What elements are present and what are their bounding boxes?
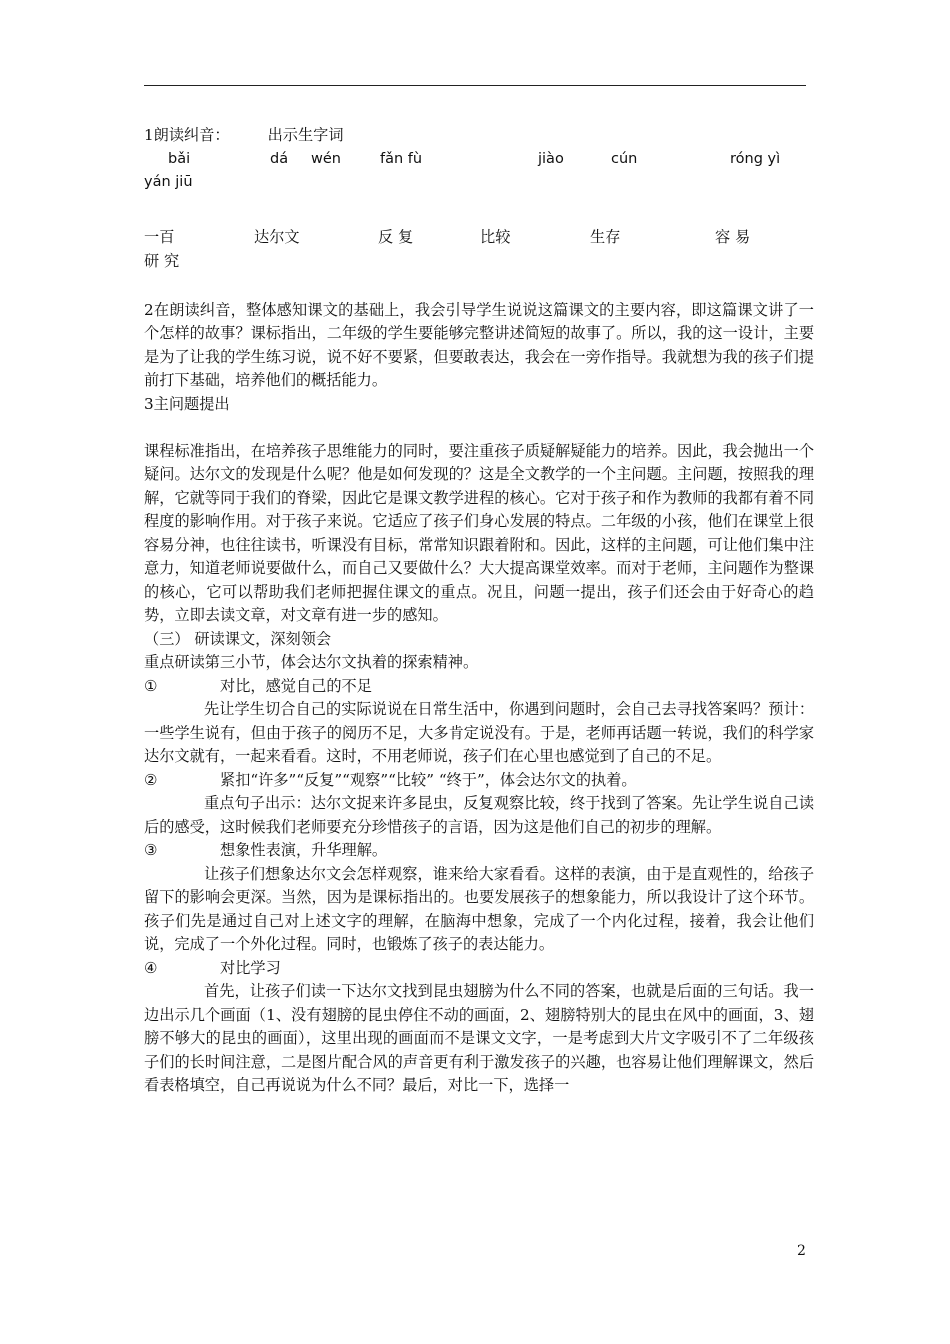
item-4-number: ④ — [144, 958, 158, 977]
pinyin-2: wén — [311, 150, 341, 167]
item-1-number: ① — [144, 676, 158, 695]
word-6: 研 究 — [144, 251, 180, 270]
item-2-title: 紧扣“许多”“反复”“观察”“比较” “终于”，体会达尔文的执着。 — [220, 770, 637, 789]
pinyin-7: yán jiū — [144, 174, 193, 190]
item-3-title: 想象性表演，升华理解。 — [220, 841, 388, 859]
item-3 — [144, 839, 814, 957]
part-3-intro: 重点研读第三小节，体会达尔文执着的探索精神。 — [144, 653, 479, 671]
words-row-2 — [144, 250, 814, 274]
word-1: 达尔文 — [254, 228, 300, 246]
s1-subheading: 出示生字词 — [267, 126, 344, 144]
word-4: 生存 — [590, 228, 621, 246]
words-row — [144, 226, 814, 250]
pinyin-1: dá — [270, 150, 289, 167]
word-2: 反 复 — [378, 228, 414, 246]
item-2-number: ② — [144, 770, 158, 789]
section-1-heading — [144, 124, 814, 148]
item-4-title: 对比学习 — [220, 958, 281, 977]
pinyin-6: róng yì — [730, 150, 781, 167]
item-4-body: 首先，让孩子们读一下达尔文找到昆虫翅膀为什么不同的答案，也就是后面的三句话。我一边出示几个画面（1、没有翅膀的昆虫停住不动的画面，2、翅膀特别大的昆虫在风中的画面，3、翅膀不够大的昆虫的画面），这里出现的画面而不是课文文字，一是考虑到大片文字吸引不了二年级孩子们的长时间注意，二是图片配合风的声音更有利于激发孩子的兴趣，也容易让他们理解课文，然后看表格填空，自己再说说为什么不同？最后，对比一下，选择一 — [144, 982, 814, 1094]
paragraph-2: 2在朗读纠音，整体感知课文的基础上，我会引导学生说说这篇课文的主要内容，即这篇课文讲了一个怎样的故事？课标指出，二年级的学生要能够完整讲述简短的故事了。所以，我的这一设计，主要是为了让我的学生练习说，说不好不要紧，但要敢表达，我会在一旁作指导。我就想为我的孩子们提前打下基础，培养他们的概括能力。 — [144, 300, 814, 389]
page-number: 2 — [797, 1243, 806, 1259]
item-1-body: 先让学生切合自己的实际说说在日常生活中，你遇到问题时，会自己去寻找答案吗？预计：一些学生说有，但由于孩子的阅历不足，大多肯定说没有。于是，老师再话题一转说，我们的科学家达尔文就有，一起来看看。这时，不用老师说，孩子们在心里也感觉到了自己的不足。 — [144, 700, 814, 765]
item-3-body: 让孩子们想象达尔文会怎样观察，谁来给大家看看。这样的表演，由于是直观性的，给孩子留下的影响会更深。当然，因为是课标指出的。也要发展孩子的想象能力，所以我设计了这个环节。孩子们先是通过自己对上述文字的理解，在脑海中想象，完成了一个内化过程，接着，我会让他们说，完成了一个外化过程。同时，也锻炼了孩子的表达能力。 — [144, 864, 814, 953]
word-0: 一百 — [144, 228, 175, 246]
item-1 — [144, 675, 814, 769]
section-3-heading: 3主问题提出 — [144, 394, 230, 413]
document-body — [144, 124, 814, 1098]
item-1-title: 对比，感觉自己的不足 — [220, 676, 372, 695]
part-3-heading: （三） 研读课文，深刻领会 — [144, 629, 332, 648]
word-3: 比较 — [480, 228, 511, 246]
pinyin-row-2 — [144, 171, 814, 195]
item-4 — [144, 957, 814, 1098]
pinyin-5: cún — [611, 150, 638, 167]
pinyin-row — [144, 148, 814, 172]
item-3-number: ③ — [144, 841, 158, 859]
header-rule — [144, 85, 806, 86]
paragraph-3: 课程标准指出，在培养孩子思维能力的同时，要注重孩子质疑解疑能力的培养。因此，我会抛出一个疑问。达尔文的发现是什么呢？他是如何发现的？这是全文教学的一个主问题。主问题，按照我的理解，它就等同于我们的脊梁，因此它是课文教学进程的核心。它对于孩子和作为教师的我都有着不同程度的影响作用。对于孩子来说。它适应了孩子们身心发展的特点。二年级的小孩，他们在课堂上很容易分神，也往往读书，听课没有目标，常常知识跟着附和。因此，这样的主问题，可让他们集中注意力，知道老师说要做什么，而自己又要做什么？大大提高课堂效率。而对于老师，主问题作为整课的核心，它可以帮助我们老师把握住课文的重点。况且，问题一提出，孩子们还会由于好奇心的趋势，立即去读文章，对文章有进一步的感知。 — [144, 441, 814, 624]
pinyin-0: bǎi — [168, 150, 191, 167]
word-5: 容 易 — [715, 228, 751, 246]
item-2-body: 重点句子出示：达尔文捉来许多昆虫，反复观察比较，终于找到了答案。先让学生说自己读后的感受，这时候我们老师要充分珍惜孩子的言语，因为这是他们自己的初步的理解。 — [144, 794, 814, 836]
pinyin-4: jiào — [538, 150, 564, 167]
pinyin-3: fǎn fù — [380, 150, 423, 167]
s1-heading: 1朗读纠音： — [144, 126, 230, 144]
item-2 — [144, 769, 814, 840]
